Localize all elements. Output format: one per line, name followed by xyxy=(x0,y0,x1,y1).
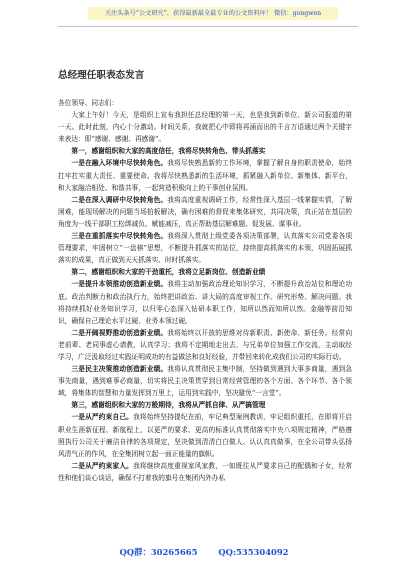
body-paragraph xyxy=(58,194,352,230)
footer-qq-group[interactable]: QQ群：30265665 xyxy=(119,547,198,557)
paragraph-text: 我将认真贯彻民主集中制，坚持做到遇到大事多商量，遇到急事先商量，遇到难事必商量，切实将民主决策贯穿到日常经营管理的各个方面、各个环节、各个领域，将集体的智慧和力量发挥到万里上，运用到实践中，坚决避免“一言堂”。 xyxy=(58,365,352,398)
salutation: 各位领导、同志们： xyxy=(58,99,119,107)
paragraph-text: 我将继续高度重视家风家教，一如既往从严要求自己的配偶和子女，经常性和他们谈心谈话，确保不打着我的旗号在集团内外办私 xyxy=(58,461,352,482)
promo-banner[interactable]: 关注头条号“公文研究”，获得最新最全最专业的公文资料库！ 微信：gongwen xyxy=(88,7,338,20)
section-heading: 第一，感谢组织和大家的高度信任，我将尽快转角色、带头抓落实 xyxy=(71,147,266,156)
header-divider xyxy=(58,26,358,27)
paragraph-text: 我将主动加强政治理论知识学习，不断提升政治站位和理论功底。政治判断力和政治执行力，始终把讲政治、讲大局的高度审视工作。研究形势、解决问题。我将持续抓好业务知识学习，以归零心态深入钻研本职工作，知所以然而知所以然。金融等前沿知识，确保自己理论水平过硬、业务本领过硬。 xyxy=(58,280,352,325)
body-paragraph xyxy=(58,278,352,326)
paragraph-lead: 二是开阔视野推动创造新业绩。 xyxy=(71,328,168,337)
paragraph-text: 我将高度重视调研工作，经常性深入基层一线掌握实情，了解困难，能现场解决的问题当场拍板解决，确有困难的督促来集体研究，共同决策，真正站在基层的角度为一线干部职工松绑减负、赋能减压，真正帮助基层解难题、促发展、谋事业。 xyxy=(58,195,352,228)
body-paragraph xyxy=(58,363,352,399)
document-title: 总经理任职表态发言 xyxy=(58,70,145,81)
body-paragraph xyxy=(58,411,352,459)
paragraph-text: 我将深入贯彻上级党委各项决策部署，认真落实公司党委各项管理要求，牢固树立“一盘棋”思想，不断提升抓落实的站位，持续提高抓落实的本领，巩固拓展抓落实的成果，真正做到天天抓落实、时时抓落实。 xyxy=(58,232,352,265)
footer-qq[interactable]: QQ:535304092 xyxy=(218,547,289,557)
paragraph-text: 我将始终坚持提纪在前，牢记典型案例教训，牢记组织重托，在即将开启职业生涯新征程、新航程上，以更严的要求、更高的标准认真贯彻落实中央八项规定精神，严格遵照执行公司关于廉洁自律的各项规定，坚决做到清清白白做人、认认真真做事，在全公司带头弘扬风清气正的作风，在全集团树立起一面正能量的旗帜。 xyxy=(58,413,352,458)
paragraph-text: 我将尽快熟悉新的工作环境，掌握了解自身的职责使命，始终扛牢扛实重大责任、重要使命。我将尽快熟悉新的生活环境，抓紧融入新单位、新集体、新平台，和大家融洽相处、和谐共事，一起营造积极向上的干事创业氛围。 xyxy=(58,159,352,192)
paragraph-text: 我将始终以开放的思维对待新职责、新使命、新任务。经常向老前辈、老同事虚心请教，认真学习；我将不定期地走出去，与兄弟单位加强工作交流，主动取经学习，广泛汲取经过实践证明成功的有益做法和良好经验，并带回来转化成我们公司的实际行动。 xyxy=(58,328,352,361)
paragraph-lead: 三是民主决策推动创造新业绩。 xyxy=(71,365,168,374)
footer-contacts xyxy=(0,546,408,558)
body-paragraph xyxy=(58,327,352,363)
paragraph-text: 大家上午好！今天，是组织上宣布我担任总经理的第一天，也是我到新单位、新公司报道的第一天。此时此刻，内心十分激动。时间关系，我就把心中即将再涌而出的千言万语通过两个关键字来表达：即“感谢、感谢、再感谢”。 xyxy=(58,111,352,144)
paragraph-lead: 一是提升本领推动创造新业绩。 xyxy=(71,280,168,289)
paragraph-lead: 二是从严约束家人。 xyxy=(71,461,134,470)
section-heading: 第三，感谢组织和大家的万般期待，我将从严抓自律、从严搞管理 xyxy=(71,401,266,410)
body-paragraph xyxy=(58,109,352,145)
paragraph-lead: 三是在重抓落实中尽快转角色。 xyxy=(71,232,168,241)
section-heading: 第二，感谢组织和大家的干劲重托，我将立足新岗位、创造新业绩 xyxy=(71,268,266,277)
paragraph-lead: 一是在融入环境中尽快转角色。 xyxy=(71,159,168,168)
body-paragraph xyxy=(58,230,352,266)
paragraph-lead: 二是在深入调研中尽快转角色。 xyxy=(71,195,168,204)
document-body xyxy=(58,97,352,551)
body-paragraph xyxy=(58,157,352,193)
body-paragraph xyxy=(58,460,352,484)
paragraph-lead: 一是从严约束自己。 xyxy=(71,413,134,422)
